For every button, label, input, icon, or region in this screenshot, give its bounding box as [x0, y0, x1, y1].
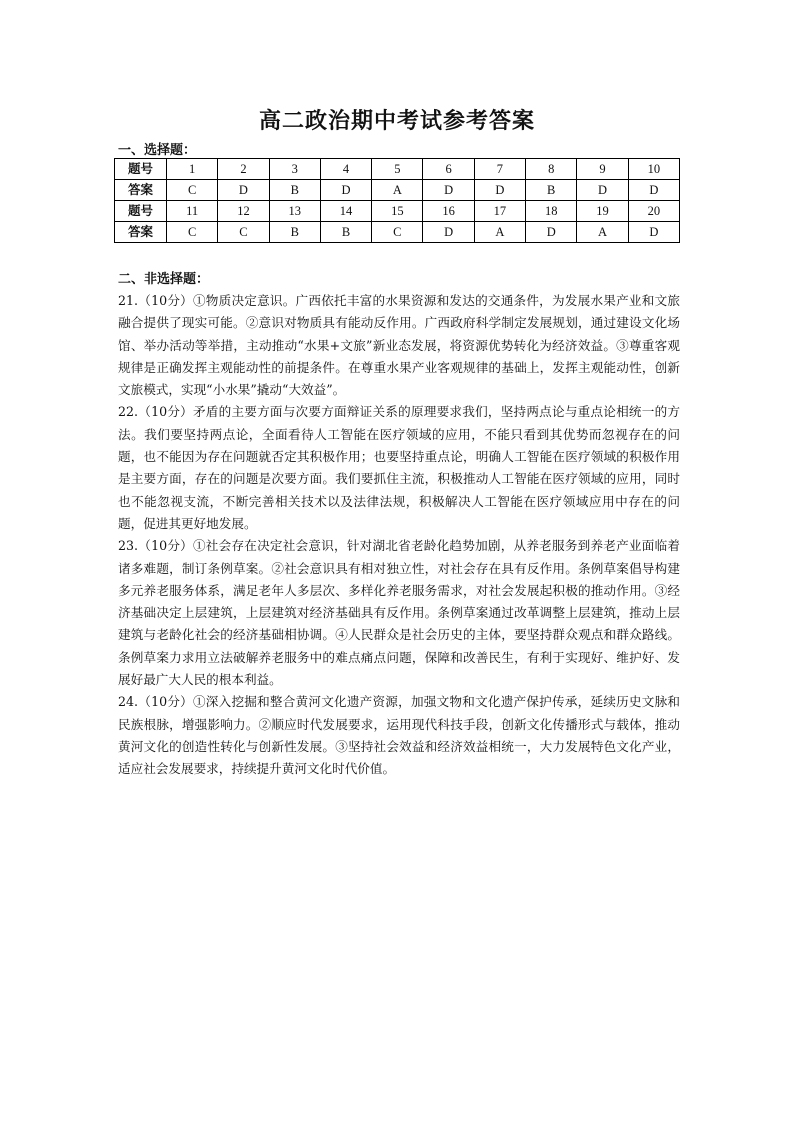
row-label: 题号 [115, 201, 167, 222]
table-cell: D [320, 180, 371, 201]
answer-paragraph-22: 22.（10分）矛盾的主要方面与次要方面辩证关系的原理要求我们，坚持两点论与重点论相统一的方法。我们要坚持两点论，全面看待人工智能在医疗领域的应用，不能只看到其优势而忽视存在的问题，也不能因为存在问题就否定其积极作用；也要坚持重点论，明确人工智能在医疗领域的积极作用是主要方面，存在的问题是次要方面。我们要抓住主流，积极推动人工智能在医疗领域的应用，同时也不能忽视支流，不断完善相关技术以及法律法规，积极解决人工智能在医疗领域应用中存在的问题，促进其更好地发展。 [118, 404, 680, 531]
page-title: 高二政治期中考试参考答案 [258, 108, 535, 134]
table-cell: D [628, 222, 679, 243]
answer-paragraph-21: 21.（10分）①物质决定意识。广西依托丰富的水果资源和发达的交通条件，为发展水果产业和文旅融合提供了现实可能。②意识对物质具有能动反作用。广西政府科学制定发展规划，通过建设文化场馆、举办活动等举措，主动推动“水果+文旅”新业态发展，将资源优势转化为经济效益。③尊重客观规律是正确发挥主观能动性的前提条件。在尊重水果产业客观规律的基础上，发挥主观能动性，创新文旅模式，实现“小水果”撬动“大效益”。 [118, 293, 680, 398]
table-cell: D [423, 180, 474, 201]
table-row [115, 201, 680, 222]
table-row [115, 222, 680, 243]
answer-paragraph-23: 23.（10分）①社会存在决定社会意识，针对湖北省老龄化趋势加剧，从养老服务到养老产业面临着诸多难题，制订条例草案。②社会意识具有相对独立性，对社会存在具有反作用。条例草案倡导构建多元养老服务体系，满足老年人多层次、多样化养老服务需求，对社会发展起积极的推动作用。③经济基础决定上层建筑，上层建筑对经济基础具有反作用。条例草案通过改革调整上层建筑，推动上层建筑与老龄化社会的经济基础相协调。④人民群众是社会历史的主体，要坚持群众观点和群众路线。条例草案力求用立法破解养老服务中的难点痛点问题，保障和改善民生，有利于实现好、维护好、发展好最广大人民的根本利益。 [118, 538, 680, 688]
table-cell: 8 [526, 159, 577, 180]
section-heading-open-questions: 二、非选择题： [118, 272, 210, 287]
answer-paragraph-24: 24.（10分）①深入挖掘和整合黄河文化遗产资源，加强文物和文化遗产保护传承，延续历史文脉和民族根脉，增强影响力。②顺应时代发展要求，运用现代科技手段，创新文化传播形式与载体，推动黄河文化的创造性转化与创新性发展。③坚持社会效益和经济效益相统一，大力发展特色文化产业，适应社会发展要求，持续提升黄河文化时代价值。 [118, 694, 680, 777]
table-cell: D [628, 180, 679, 201]
table-cell: C [372, 222, 423, 243]
table-cell: 4 [320, 159, 371, 180]
table-cell: C [167, 180, 218, 201]
answer-table [114, 158, 680, 243]
open-answers [118, 290, 680, 781]
table-cell: 1 [167, 159, 218, 180]
table-cell: B [320, 222, 371, 243]
row-label: 题号 [115, 159, 167, 180]
table-cell: 16 [423, 201, 474, 222]
table-cell: 19 [577, 201, 628, 222]
table-cell: 10 [628, 159, 679, 180]
table-cell: D [474, 180, 525, 201]
table-cell: 12 [218, 201, 269, 222]
table-cell: 14 [320, 201, 371, 222]
table-cell: A [372, 180, 423, 201]
table-cell: C [167, 222, 218, 243]
table-cell: D [218, 180, 269, 201]
table-cell: 18 [526, 201, 577, 222]
table-cell: C [218, 222, 269, 243]
table-cell: D [577, 180, 628, 201]
table-cell: 3 [269, 159, 320, 180]
table-cell: A [474, 222, 525, 243]
table-cell: 15 [372, 201, 423, 222]
table-cell: 13 [269, 201, 320, 222]
table-row [115, 159, 680, 180]
table-cell: A [577, 222, 628, 243]
table-cell: 2 [218, 159, 269, 180]
row-label: 答案 [115, 222, 167, 243]
table-cell: D [526, 222, 577, 243]
table-cell: 9 [577, 159, 628, 180]
table-cell: 20 [628, 201, 679, 222]
table-row [115, 180, 680, 201]
table-cell: B [526, 180, 577, 201]
table-cell: 5 [372, 159, 423, 180]
table-cell: 17 [474, 201, 525, 222]
table-cell: B [269, 222, 320, 243]
row-label: 答案 [115, 180, 167, 201]
table-cell: B [269, 180, 320, 201]
section-heading-multiple-choice: 一、选择题： [118, 143, 197, 158]
table-cell: 11 [167, 201, 218, 222]
table-cell: 7 [474, 159, 525, 180]
table-cell: D [423, 222, 474, 243]
table-cell: 6 [423, 159, 474, 180]
